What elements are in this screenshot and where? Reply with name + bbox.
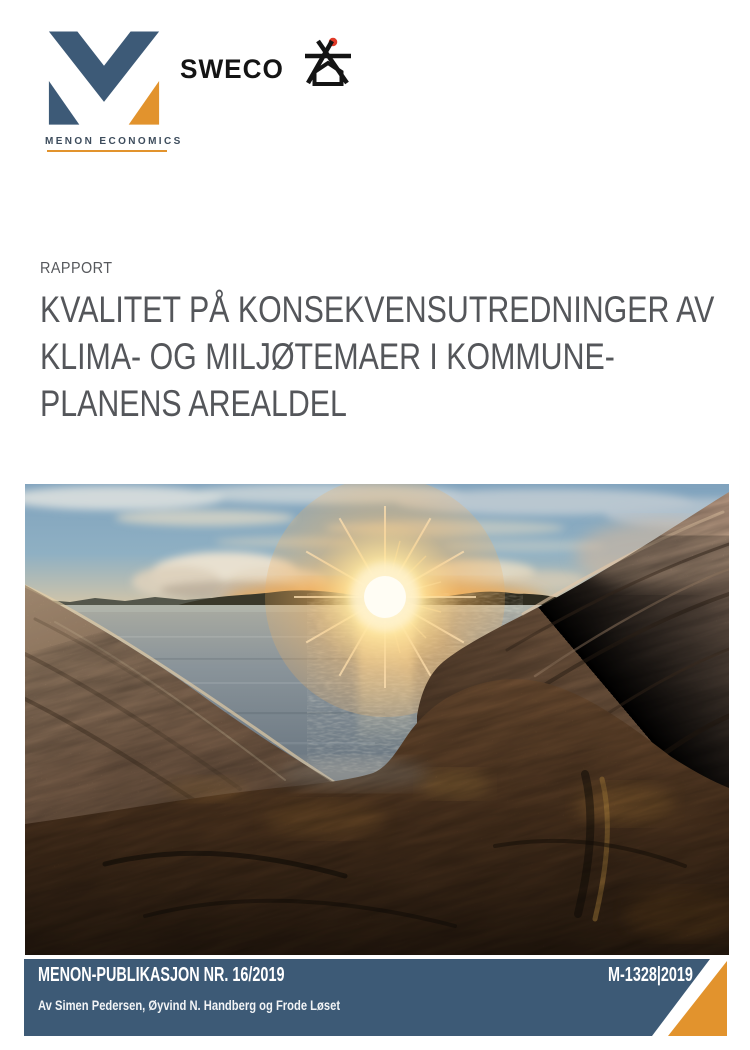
footer-bar [0,958,750,1050]
menon-orange-rule [47,150,167,152]
page-title [40,286,740,427]
publication-label: MENON-PUBLIKASJON NR. 16/2019 [38,964,285,986]
authors-label: Av Simen Pedersen, Øyvind N. Handberg og Frode Løset [38,997,341,1013]
menon-economics-logo [45,28,183,160]
cover-photo [25,484,729,955]
report-kicker: RAPPORT [40,260,113,277]
sweco-wordmark: SWECO [180,54,284,84]
title-line-1: KVALITET PÅ KONSEKVENSUTREDNINGER AV [40,289,715,330]
title-block [40,260,740,427]
report-number: M-1328|2019 [608,964,693,986]
sweco-logo [180,34,360,98]
menon-wordmark: MENON ECONOMICS [45,136,183,147]
title-line-3: PLANENS AREALDEL [40,383,347,424]
title-line-2: KLIMA- OG MILJØTEMAER I KOMMUNE- [40,336,615,377]
sweco-symbol-icon [303,36,353,90]
menon-logo-icon [47,30,161,130]
